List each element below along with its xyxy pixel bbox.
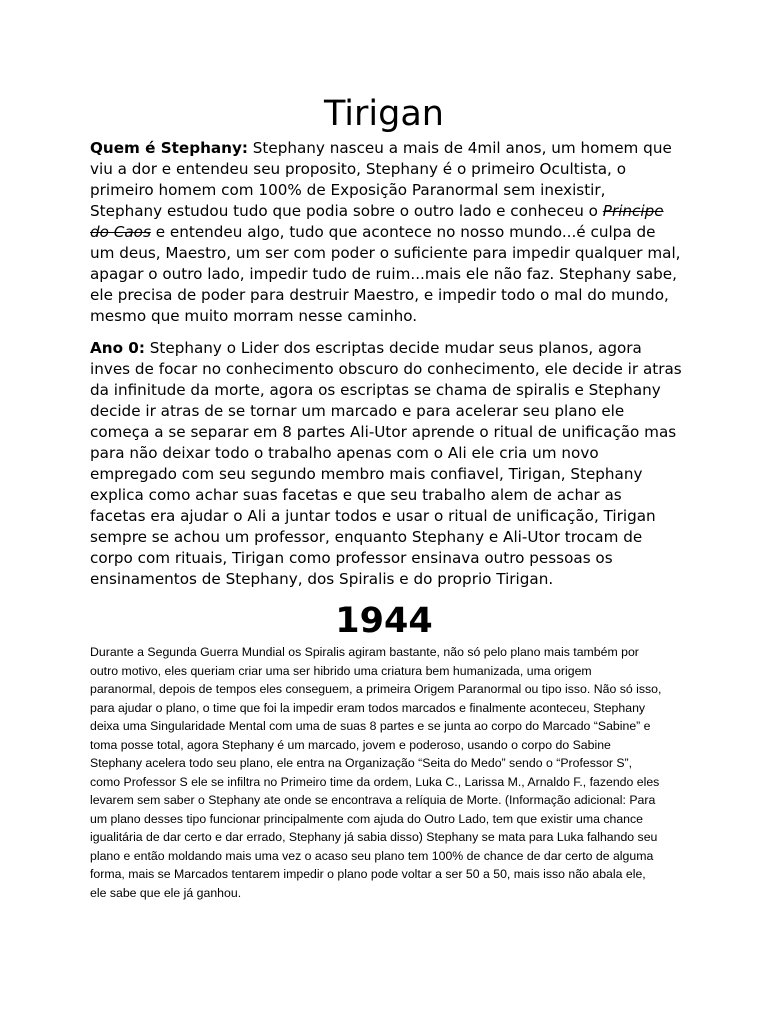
paragraph-text: Stephany estudou tudo que podia sobre o outro lado e conheceu o [90,202,598,220]
paragraph-line: começa a se separar em 8 partes Ali-Utor aprende o ritual de unificação mas [90,423,677,441]
paragraph-line: sempre se achou um professor, enquanto Stephany e Ali-Utor trocam de [90,528,643,546]
paragraph-text: e entendeu algo, tudo que acontece no nosso mundo...é culpa de [155,223,656,241]
paragraph-line: Stephany acelera todo seu plano, ele entra na Organização “Seita do Medo” sendo o “Professor S”, [90,756,633,770]
paragraph-quem-e-stephany [90,138,690,327]
paragraph-line: apagar o outro lado, impedir tudo de ruim...mais ele não faz. Stephany sabe, [90,265,677,283]
paragraph-line: da infinitude da morte, agora os escriptas se chama de spiralis e Stephany [90,381,661,399]
paragraph-heading: Quem é Stephany: [90,139,248,157]
paragraph-line: decide ir atras de se tornar um marcado e para acelerar seu plano ele [90,402,625,420]
paragraph-text: Stephany nasceu a mais de 4mil anos, um homem que [252,139,672,157]
paragraph-line: um deus, Maestro, um ser com poder o suficiente para impedir qualquer mal, [90,244,681,262]
paragraph-line [90,338,690,359]
paragraph-text: Stephany o Lider dos escriptas decide mudar seus planos, agora [149,339,642,357]
paragraph-line: levarem sem saber o Stephany ate onde se encontrava a relíquia de Morte. (Informação adicional: Para [90,793,656,807]
paragraph-line: facetas era ajudar o Ali a juntar todos e usar o ritual de unificação, Tirigan [90,507,656,525]
strikethrough-text: Principe [602,202,664,220]
paragraph-line [90,138,690,159]
paragraph-line: paranormal, depois de tempos eles conseguem, a primeira Origem Paranormal ou tipo isso. Não só isso, [90,682,662,696]
paragraph-line: forma, mais se Marcados tentarem impedir o plano pode voltar a ser 50 a 50, mais isso não abala ele, [90,867,646,881]
paragraph-line: como Professor S ele se infiltra no Primeiro time da ordem, Luka C., Larissa M., Arnaldo F., fazendo eles [90,774,660,789]
paragraph-line: primeiro homem com 100% de Exposição Paranormal sem inexistir, [90,181,606,199]
paragraph-line: mesmo que muito morram nesse caminho. [90,307,418,325]
paragraph-line: viu a dor e entendeu seu proposito, Stephany é o primeiro Ocultista, o [90,160,627,178]
paragraph-line: para não deixar todo o trabalho apenas com o Ali ele cria um novo [90,444,599,462]
year-heading: 1944 [335,601,433,641]
paragraph-heading: Ano 0: [90,339,145,357]
paragraph-line: ele precisa de poder para destruir Maestro, e impedir todo o mal do mundo, [90,286,669,304]
paragraph-line: ele sabe que ele já ganhou. [90,885,242,900]
strikethrough-text: do Caos [90,223,151,241]
paragraph-line: plano e então moldando mais uma vez o acaso seu plano tem 100% de chance de dar certo de alguma [90,848,654,863]
paragraph-line [90,222,690,243]
paragraph-line [90,201,690,222]
paragraph-line: para ajudar o plano, o time que foi la impedir eram todos marcados e finalmente aconteceu, Stephany [90,700,646,715]
paragraph-line: outro motivo, eles queriam criar uma ser hibrido uma criatura bem humanizada, uma origem [90,663,592,678]
document-title: Tirigan [324,94,444,134]
paragraph-line: inves de focar no conhecimento obscuro do conhecimento, ele decide ir atras [90,360,682,378]
paragraph-1944 [90,643,690,902]
paragraph-line: um plano desses tipo funcionar principalmente com ajuda do Outro Lado, tem que existir uma chance [90,811,643,826]
paragraph-line: corpo com rituais, Tirigan como professor ensinava outro pessoas os [90,549,613,567]
paragraph-line: igualitária de dar certo e dar errado, Stephany já sabia disso) Stephany se mata para Luka falhando seu [90,830,658,844]
paragraph-line: Durante a Segunda Guerra Mundial os Spiralis agiram bastante, não só pelo plano mais também por [90,645,639,659]
paragraph-line: toma posse total, agora Stephany é um marcado, jovem e poderoso, usando o corpo do Sabine [90,737,611,752]
paragraph-line: ensinamentos de Stephany, dos Spiralis e do proprio Tirigan. [90,570,554,588]
paragraph-line: empregado com seu segundo membro mais confiavel, Tirigan, Stephany [90,465,643,483]
paragraph-line: deixa uma Singularidade Mental com uma de suas 8 partes e se junta ao corpo do Marcado “Sabine” e [90,719,651,733]
paragraph-line: explica como achar suas facetas e que seu trabalho alem de achar as [90,486,622,504]
paragraph-ano-0 [90,338,690,590]
